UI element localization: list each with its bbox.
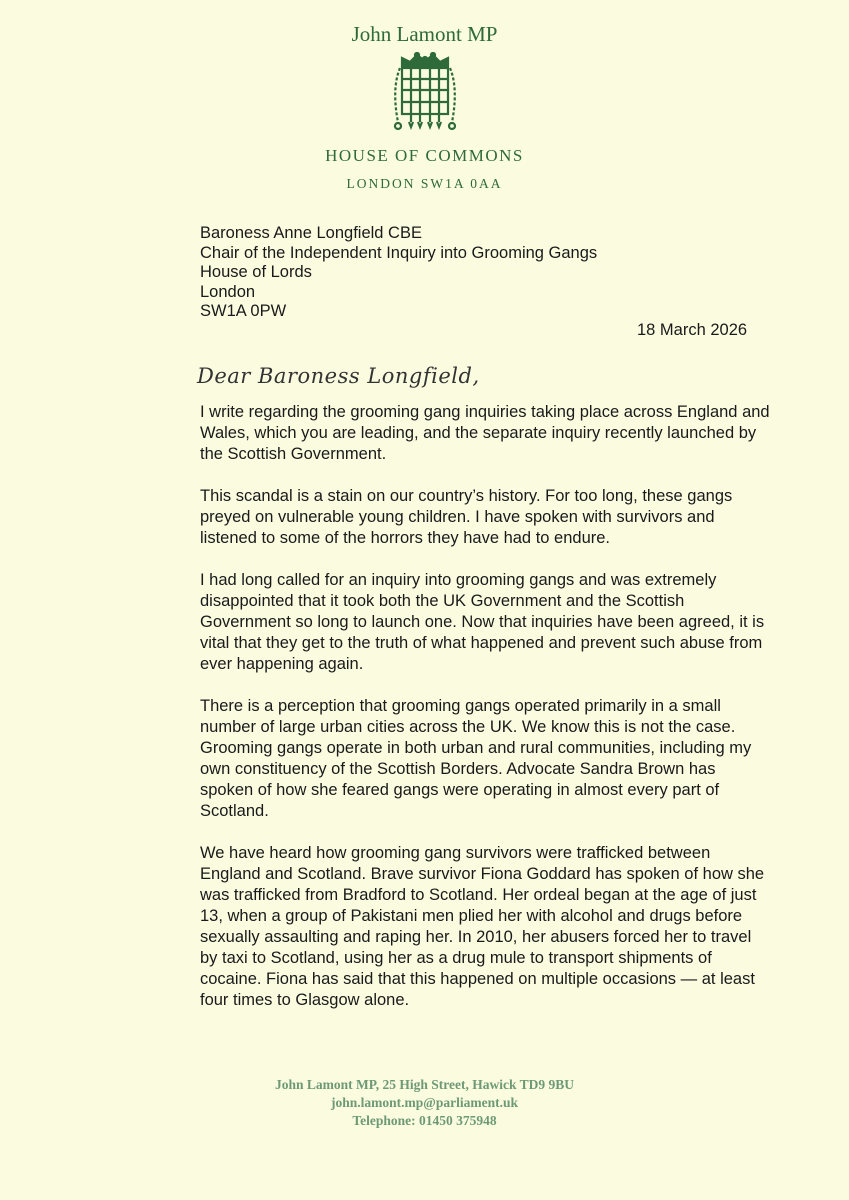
recipient-line: SW1A 0PW	[200, 302, 287, 320]
letter-date: 18 March 2026	[637, 321, 748, 339]
body-paragraph: There is a perception that grooming gangs operated primarily in a small number of large urban cities across the UK. We know this is not the case. Grooming gangs operate in both urban and rural communities, including my own constituency of the Scottish Borders. Advocate Sandra Brown has spoken of how she feared gangs were operating in almost every part of Scotland.	[200, 697, 752, 820]
footer-address: John Lamont MP, 25 High Street, Hawick TD9 9BU	[274, 1077, 575, 1092]
recipient-line: House of Lords	[200, 263, 312, 281]
body-paragraph: We have heard how grooming gang survivors were trafficked between England and Scotland. Brave survivor Fiona Goddard has spoken of how she was trafficked from Bradford to Scotland. Her ordeal began at the age of just 13, when a group of Pakistani men plied her with alcohol and drugs before sexually assaulting and raping her. In 2010, her abusers forced her to travel by taxi to Scotland, using her as a drug mule to transport shipments of cocaine. Fiona has said that this happened on multiple occasions — at least four times to Glasgow alone.	[200, 844, 765, 1009]
letter-body	[200, 402, 772, 1032]
recipient-line: Baroness Anne Longfield CBE	[200, 224, 422, 242]
recipient-line: London	[200, 282, 256, 301]
letterhead-london: LONDON SW1A 0AA	[346, 176, 503, 191]
recipient-address	[200, 224, 597, 322]
portcullis-icon	[392, 52, 458, 136]
body-paragraph: This scandal is a stain on our country’s history. For too long, these gangs preyed on vulnerable young children. I have spoken with survivors and listened to some of the horrors they have had to endure.	[200, 487, 733, 547]
recipient-line: Chair of the Independent Inquiry into Grooming Gangs	[200, 243, 598, 262]
letterhead-house: HOUSE OF COMMONS	[325, 146, 524, 165]
body-paragraph: I write regarding the grooming gang inquiries taking place across England and Wales, which you are leading, and the separate inquiry recently launched by the Scottish Government.	[200, 403, 770, 463]
letter-footer	[0, 1076, 849, 1130]
footer-email: john.lamont.mp@parliament.uk	[331, 1095, 518, 1110]
footer-telephone: Telephone: 01450 375948	[352, 1113, 497, 1128]
handwritten-salutation: Dear Baroness Longfield,	[197, 364, 480, 388]
body-paragraph: I had long called for an inquiry into grooming gangs and was extremely disappointed that it took both the UK Government and the Scottish Government so long to launch one. Now that inquiries have been agreed, it is vital that they get to the truth of what happened and prevent such abuse from ever happening again.	[200, 571, 765, 673]
letterhead-mp-name: John Lamont MP	[351, 22, 498, 46]
